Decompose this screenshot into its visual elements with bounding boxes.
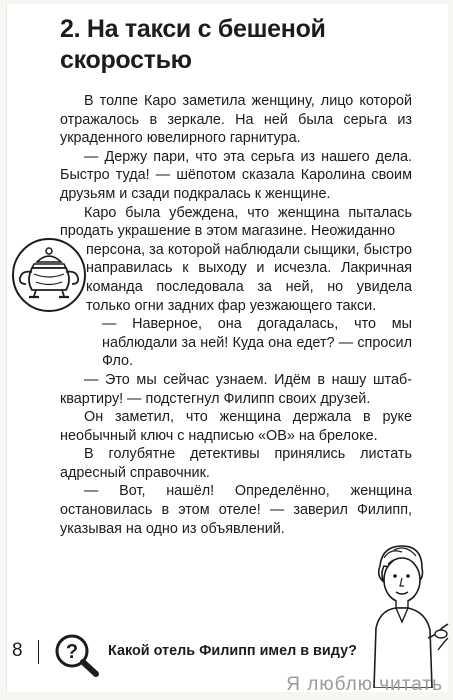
- chapter-title: [60, 14, 390, 76]
- chapter-title-line-1: 2. На такси с бешеной: [60, 15, 326, 43]
- magnifier-question-icon: [52, 632, 102, 678]
- footer-divider: [38, 640, 39, 664]
- paragraph: В голубятне детективы принялись листать адресный справочник.: [60, 446, 412, 481]
- teapot-illustration: [10, 236, 88, 314]
- paragraph: — Держу пари, что эта серьга из нашего дела. Быстро туда! — шёпотом сказала Каролина своим друзьям и сзади подкралась к женщине.: [60, 148, 412, 202]
- svg-text:?: ?: [65, 641, 79, 663]
- boy-pointing-illustration: [350, 538, 450, 688]
- story-text: [60, 92, 412, 538]
- chapter-title-line-2: скоростью: [60, 46, 192, 74]
- paragraph: — Вот, нашёл! Определённо, женщина остановилась в этом отеле! — заверил Филипп, указывая на одно из объявлений.: [60, 483, 412, 537]
- paragraph: — Наверное, она догадалась, что мы наблюдали за ней! Куда она едет? — спросил Фло.: [102, 316, 412, 370]
- footer-question: Какой отель Филипп имел в виду?: [108, 643, 357, 659]
- paragraph: Он заметил, что женщина держала в руке необычный ключ с надписью «ОВ» на брелоке.: [60, 409, 412, 444]
- page-number: 8: [12, 640, 23, 661]
- paragraph: Каро была убеждена, что женщина пыталась продать украшение в этом магазине. Неожиданно: [60, 204, 412, 240]
- paragraph: — Это мы сейчас узнаем. Идём в нашу штаб-квартиру! — подстегнул Филипп своих друзей.: [60, 371, 412, 407]
- paragraph: персона, за которой наблюдали сыщики, быстро направилась к выходу и исчезла. Лакричная команда последовала за ней, но увидела только огни задних фар уезжающего такси.: [86, 241, 412, 314]
- paragraph: В толпе Каро заметила женщину, лицо которой отражалось в зеркале. На ней была серьга из украденного ювелирного гарнитура.: [60, 93, 412, 147]
- watermark: Я люблю читать: [286, 674, 443, 695]
